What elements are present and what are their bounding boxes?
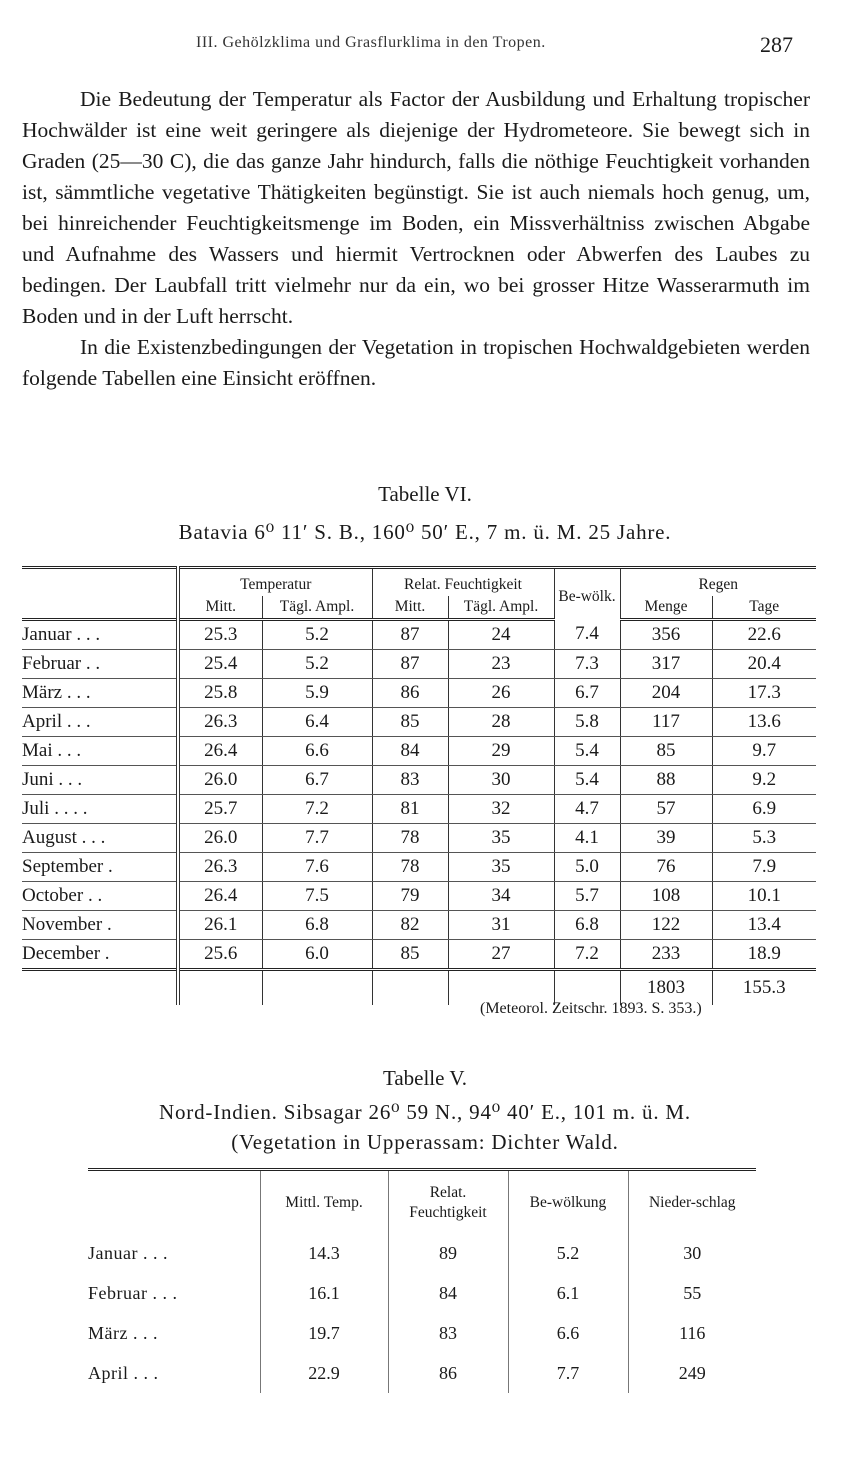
feucht-mitt-cell: 85 <box>372 708 448 737</box>
temp-mitt-cell: 26.4 <box>178 882 262 911</box>
header-relat-feuchtigkeit: Relat. Feuchtigkeit <box>388 1170 508 1234</box>
running-head <box>0 32 850 58</box>
temp-ampl-cell: 5.9 <box>262 679 372 708</box>
table-vi-source: (Meteorol. Zeitschr. 1893. S. 353.) <box>480 1000 702 1017</box>
feucht-mitt-cell: 86 <box>372 679 448 708</box>
bewoelk-cell: 4.1 <box>554 824 620 853</box>
temp-ampl-cell: 7.2 <box>262 795 372 824</box>
header-mittl-temp: Mittl. Temp. <box>260 1170 388 1234</box>
feucht-ampl-cell: 23 <box>448 650 554 679</box>
table-vi-location: Batavia 6⁰ 11′ S. B., 160⁰ 50′ E., 7 m. ü. M. 25 Jahre. <box>178 520 672 544</box>
feucht-mitt-cell: 78 <box>372 853 448 882</box>
bewoelk-cell: 5.4 <box>554 737 620 766</box>
header-feucht-mitt: Mitt. <box>372 596 448 620</box>
tage-cell: 6.9 <box>712 795 816 824</box>
tage-cell: 13.4 <box>712 911 816 940</box>
menge-cell: 108 <box>620 882 712 911</box>
table-row <box>88 1273 756 1313</box>
temp-ampl-cell: 6.8 <box>262 911 372 940</box>
page-number: 287 <box>760 32 793 57</box>
menge-cell: 122 <box>620 911 712 940</box>
feucht-mitt-cell: 83 <box>372 766 448 795</box>
tage-cell: 9.7 <box>712 737 816 766</box>
table-row <box>22 853 816 882</box>
feucht-mitt-cell: 81 <box>372 795 448 824</box>
feucht-mitt-cell: 87 <box>372 620 448 650</box>
header-niederschlag: Nieder-schlag <box>628 1170 756 1234</box>
header-feucht-ampl: Tägl. Ampl. <box>448 596 554 620</box>
table-row <box>22 824 816 853</box>
feucht-mitt-cell: 87 <box>372 650 448 679</box>
table-vi <box>22 566 816 1005</box>
temp-mitt-cell: 26.1 <box>178 911 262 940</box>
menge-cell: 85 <box>620 737 712 766</box>
tage-cell: 22.6 <box>712 620 816 650</box>
nieder-cell: 55 <box>628 1273 756 1313</box>
feucht-ampl-cell: 31 <box>448 911 554 940</box>
menge-cell: 356 <box>620 620 712 650</box>
temp-mitt-cell: 26.4 <box>178 737 262 766</box>
feucht-ampl-cell: 28 <box>448 708 554 737</box>
month-cell: October . . <box>22 882 178 911</box>
temp-ampl-cell: 7.7 <box>262 824 372 853</box>
month-cell: September . <box>22 853 178 882</box>
table-v-location-1: Nord-Indien. Sibsagar 26⁰ 59 N., 94⁰ 40′ E., 101 m. ü. M. <box>159 1100 691 1124</box>
month-cell: März . . . <box>22 679 178 708</box>
body-text <box>22 84 810 394</box>
total-blank <box>372 970 448 1006</box>
bewoelk-cell: 7.7 <box>508 1353 628 1393</box>
table-row <box>88 1353 756 1393</box>
header-tage: Tage <box>712 596 816 620</box>
month-cell: Mai . . . <box>22 737 178 766</box>
header-temperatur: Temperatur <box>178 568 372 597</box>
table-row <box>22 737 816 766</box>
feucht-mitt-cell: 85 <box>372 940 448 970</box>
table-row <box>22 940 816 970</box>
bewoelk-cell: 4.7 <box>554 795 620 824</box>
total-menge: 1803 <box>620 970 712 1006</box>
temp-cell: 22.9 <box>260 1353 388 1393</box>
menge-cell: 204 <box>620 679 712 708</box>
table-row <box>22 911 816 940</box>
temp-mitt-cell: 25.6 <box>178 940 262 970</box>
table-row <box>22 708 816 737</box>
header-bewoelkung: Be-wölkung <box>508 1170 628 1234</box>
temp-mitt-cell: 26.3 <box>178 708 262 737</box>
header-regen: Regen <box>620 568 816 597</box>
header-blank-2 <box>22 596 178 620</box>
header-blank <box>88 1170 260 1234</box>
tage-cell: 20.4 <box>712 650 816 679</box>
temp-ampl-cell: 5.2 <box>262 620 372 650</box>
month-cell: Juni . . . <box>22 766 178 795</box>
temp-mitt-cell: 26.0 <box>178 824 262 853</box>
tage-cell: 9.2 <box>712 766 816 795</box>
menge-cell: 76 <box>620 853 712 882</box>
feucht-ampl-cell: 26 <box>448 679 554 708</box>
month-cell: Februar . . . <box>88 1283 178 1303</box>
table-v-caption: Tabelle V. <box>382 1066 468 1090</box>
table-v-location-2: (Vegetation in Upperassam: Dichter Wald. <box>231 1130 619 1154</box>
temp-mitt-cell: 26.0 <box>178 766 262 795</box>
temp-ampl-cell: 5.2 <box>262 650 372 679</box>
header-bewoelk: Be-wölk. <box>554 568 620 620</box>
menge-cell: 233 <box>620 940 712 970</box>
temp-ampl-cell: 6.6 <box>262 737 372 766</box>
bewoelk-cell: 7.2 <box>554 940 620 970</box>
total-blank <box>178 970 262 1006</box>
table-v <box>88 1168 756 1393</box>
temp-ampl-cell: 6.7 <box>262 766 372 795</box>
tage-cell: 18.9 <box>712 940 816 970</box>
feucht-cell: 83 <box>388 1313 508 1353</box>
table-row <box>88 1313 756 1353</box>
nieder-cell: 249 <box>628 1353 756 1393</box>
feucht-ampl-cell: 29 <box>448 737 554 766</box>
paragraph-1: Die Bedeutung der Temperatur als Factor der Ausbildung und Erhaltung tropischer Hochwälder ist eine weit geringere als diejenige der Hydrometeore. Sie bewegt sich in Graden (25—30 C), die das ganze Jahr hindurch, falls die nöthige Feuchtigkeit vorhanden ist, sämmtliche vegetative Thätigkeiten begünstigt. Sie ist auch niemals hoch genug, um, bei hinreichender Feuchtigkeitsmenge im Boden, ein Missverhältniss zwischen Abgabe und Aufnahme des Wassers und hiermit Vertrocknen oder Abwerfen des Laubes zu bedingen. Der Laubfall tritt vielmehr nur da ein, wo bei grosser Hitze Wasserarmuth im Boden und in der Luft herrscht. <box>22 87 810 328</box>
menge-cell: 117 <box>620 708 712 737</box>
bewoelk-cell: 5.8 <box>554 708 620 737</box>
table-row <box>88 1233 756 1273</box>
feucht-cell: 86 <box>388 1353 508 1393</box>
bewoelk-cell: 5.4 <box>554 766 620 795</box>
menge-cell: 39 <box>620 824 712 853</box>
table-row <box>22 882 816 911</box>
header-blank <box>22 568 178 597</box>
temp-mitt-cell: 26.3 <box>178 853 262 882</box>
table-row <box>22 679 816 708</box>
bewoelk-cell: 7.4 <box>554 620 620 650</box>
temp-ampl-cell: 6.0 <box>262 940 372 970</box>
bewoelk-cell: 5.0 <box>554 853 620 882</box>
feucht-ampl-cell: 35 <box>448 853 554 882</box>
feucht-cell: 84 <box>388 1273 508 1313</box>
total-blank <box>262 970 372 1006</box>
running-title: III. Gehölzklima und Grasflurklima in den Tropen. <box>196 34 546 51</box>
month-cell: Januar . . . <box>22 620 178 650</box>
table-vi-caption: Tabelle VI. <box>378 482 472 506</box>
bewoelk-cell: 6.8 <box>554 911 620 940</box>
feucht-mitt-cell: 78 <box>372 824 448 853</box>
tage-cell: 17.3 <box>712 679 816 708</box>
table-row <box>22 795 816 824</box>
tage-cell: 7.9 <box>712 853 816 882</box>
nieder-cell: 116 <box>628 1313 756 1353</box>
feucht-ampl-cell: 24 <box>448 620 554 650</box>
tage-cell: 13.6 <box>712 708 816 737</box>
temp-mitt-cell: 25.7 <box>178 795 262 824</box>
bewoelk-cell: 7.3 <box>554 650 620 679</box>
header-temp-ampl: Tägl. Ampl. <box>262 596 372 620</box>
temp-mitt-cell: 25.3 <box>178 620 262 650</box>
month-cell: April . . . <box>88 1363 159 1383</box>
month-cell: November . <box>22 911 178 940</box>
table-row <box>22 620 816 650</box>
bewoelk-cell: 6.7 <box>554 679 620 708</box>
header-temp-mitt: Mitt. <box>178 596 262 620</box>
temp-cell: 19.7 <box>260 1313 388 1353</box>
total-tage: 155.3 <box>712 970 816 1006</box>
bewoelk-cell: 5.7 <box>554 882 620 911</box>
feucht-mitt-cell: 82 <box>372 911 448 940</box>
nieder-cell: 30 <box>628 1233 756 1273</box>
temp-cell: 14.3 <box>260 1233 388 1273</box>
table-row <box>22 766 816 795</box>
menge-cell: 317 <box>620 650 712 679</box>
table-row <box>22 650 816 679</box>
temp-ampl-cell: 7.5 <box>262 882 372 911</box>
menge-cell: 57 <box>620 795 712 824</box>
feucht-ampl-cell: 34 <box>448 882 554 911</box>
bewoelk-cell: 5.2 <box>508 1233 628 1273</box>
temp-ampl-cell: 7.6 <box>262 853 372 882</box>
tage-cell: 5.3 <box>712 824 816 853</box>
header-menge: Menge <box>620 596 712 620</box>
feucht-ampl-cell: 30 <box>448 766 554 795</box>
bewoelk-cell: 6.6 <box>508 1313 628 1353</box>
total-blank <box>22 970 178 1006</box>
feucht-ampl-cell: 27 <box>448 940 554 970</box>
feucht-ampl-cell: 35 <box>448 824 554 853</box>
month-cell: April . . . <box>22 708 178 737</box>
paragraph-2: In die Existenzbedingungen der Vegetation in tropischen Hochwaldgebieten werden folgende Tabellen eine Einsicht eröffnen. <box>22 335 810 390</box>
month-cell: März . . . <box>88 1323 158 1343</box>
feucht-cell: 89 <box>388 1233 508 1273</box>
month-cell: Juli . . . . <box>22 795 178 824</box>
month-cell: August . . . <box>22 824 178 853</box>
temp-cell: 16.1 <box>260 1273 388 1313</box>
bewoelk-cell: 6.1 <box>508 1273 628 1313</box>
month-cell: December . <box>22 940 178 970</box>
feucht-mitt-cell: 84 <box>372 737 448 766</box>
menge-cell: 88 <box>620 766 712 795</box>
month-cell: Januar . . . <box>88 1243 168 1263</box>
header-relat-feuchtigkeit: Relat. Feuchtigkeit <box>372 568 554 597</box>
month-cell: Februar . . <box>22 650 178 679</box>
tage-cell: 10.1 <box>712 882 816 911</box>
temp-ampl-cell: 6.4 <box>262 708 372 737</box>
feucht-mitt-cell: 79 <box>372 882 448 911</box>
temp-mitt-cell: 25.4 <box>178 650 262 679</box>
feucht-ampl-cell: 32 <box>448 795 554 824</box>
temp-mitt-cell: 25.8 <box>178 679 262 708</box>
